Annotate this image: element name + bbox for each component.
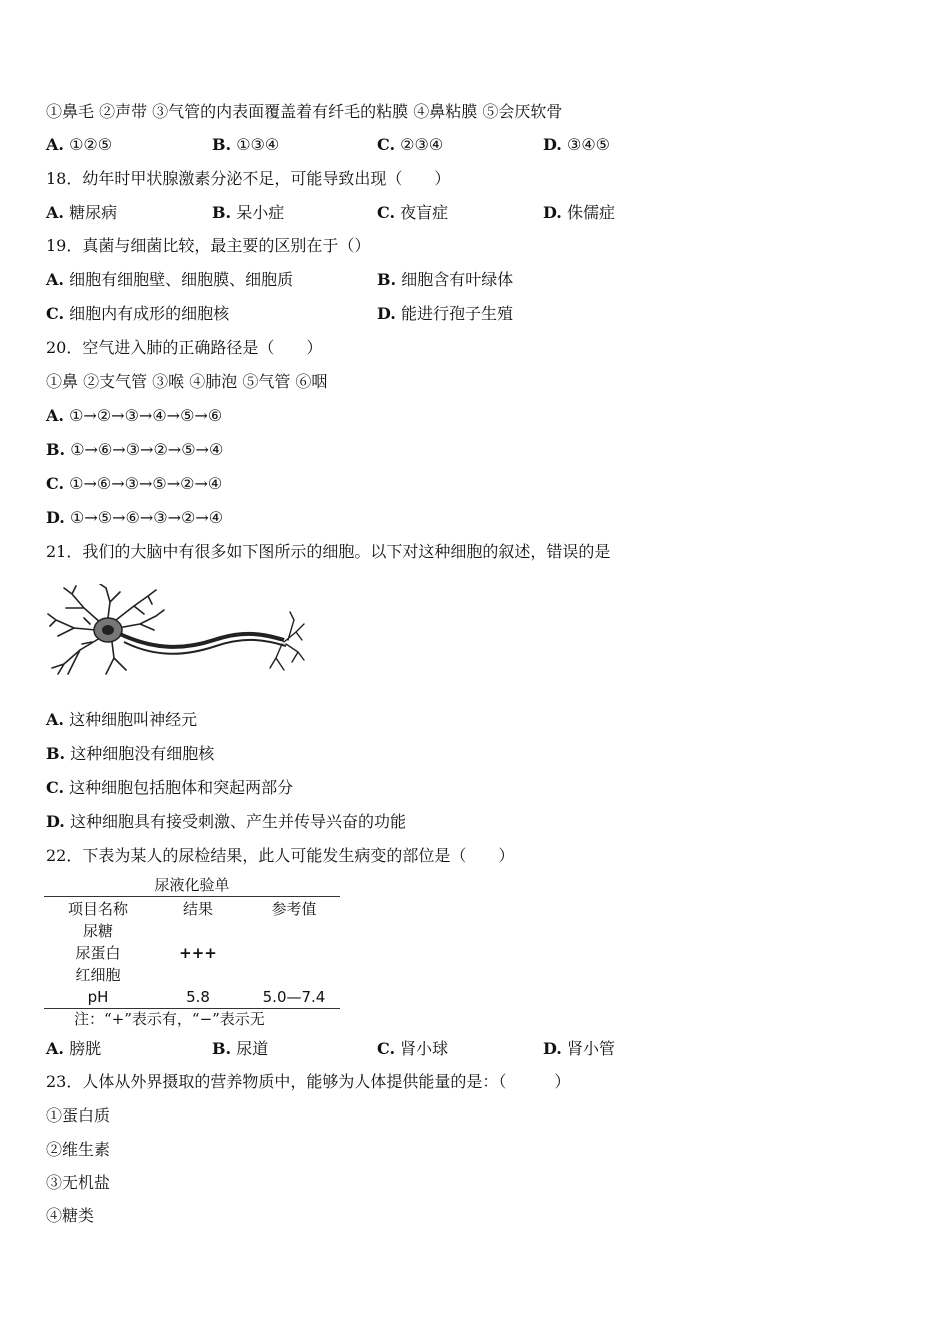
q20-items: ①鼻 ②支气管 ③喉 ④肺泡 ⑤气管 ⑥咽 (46, 372, 328, 391)
q23-item-2: ②维生素 (46, 1140, 111, 1159)
row-ph-reference: 5.0—7.4 (262, 988, 326, 1006)
q17-option-c: C. ②③④ (377, 135, 444, 154)
q23-item-1: ①蛋白质 (46, 1106, 111, 1125)
q19-option-d: D. 能进行孢子生殖 (377, 304, 513, 323)
q18-option-b: B. 呆小症 (212, 203, 285, 222)
row-ph-name: pH (87, 988, 109, 1006)
header-item-name: 项目名称 (67, 900, 128, 918)
q18-option-d: D. 侏儒症 (543, 203, 615, 222)
q21-option-d: D. 这种细胞具有接受刺激、产生并传导兴奋的功能 (46, 812, 406, 831)
table-top-rule (44, 896, 340, 897)
row-ph-result: 5.8 (186, 988, 210, 1006)
q17-option-d: D. ③④⑤ (543, 135, 610, 154)
neuron-diagram (44, 584, 306, 680)
q17-items: ①鼻毛 ②声带 ③气管的内表面覆盖着有纤毛的粘膜 ④鼻粘膜 ⑤会厌软骨 (46, 102, 563, 121)
q20-option-d: D. ①→⑤→⑥→③→②→④ (46, 508, 224, 527)
q17-option-b: B. ①③④ (212, 135, 280, 154)
q23-item-3: ③无机盐 (46, 1173, 111, 1192)
table-caption: 尿液化验单 (154, 876, 230, 894)
q23-item-4: ④糖类 (46, 1206, 95, 1225)
q23-stem: 23．人体从外界摄取的营养物质中，能够为人体提供能量的是：（ ） (46, 1072, 571, 1091)
table-note: 注：“+”表示有，“−”表示无 (74, 1010, 265, 1028)
q18-stem: 18．幼年时甲状腺激素分泌不足，可能导致出现（ ） (46, 169, 451, 188)
header-result: 结果 (182, 900, 213, 918)
q17-option-a: A. ①②⑤ (46, 135, 113, 154)
q19-stem: 19．真菌与细菌比较，最主要的区别在于（） (46, 236, 371, 255)
q19-option-c: C. 细胞内有成形的细胞核 (46, 304, 230, 323)
q20-stem: 20．空气进入肺的正确路径是（ ） (46, 338, 323, 357)
q22-option-d: D. 肾小管 (543, 1039, 615, 1058)
row-rbc-name: 红细胞 (75, 966, 121, 984)
q19-option-a: A. 细胞有细胞壁、细胞膜、细胞质 (46, 270, 294, 289)
q20-option-b: B. ①→⑥→③→②→⑤→④ (46, 440, 224, 459)
q20-option-c: C. ①→⑥→③→⑤→②→④ (46, 474, 223, 493)
row-protein-result: +++ (179, 944, 217, 962)
q21-option-a: A. 这种细胞叫神经元 (46, 710, 198, 729)
q18-option-c: C. 夜盲症 (377, 203, 449, 222)
q21-stem: 21．我们的大脑中有很多如下图所示的细胞。以下对这种细胞的叙述，错误的是 (46, 542, 611, 561)
q22-option-b: B. 尿道 (212, 1039, 269, 1058)
q22-option-a: A. 膀胱 (46, 1039, 102, 1058)
q22-option-c: C. 肾小球 (377, 1039, 449, 1058)
q21-option-b: B. 这种细胞没有细胞核 (46, 744, 215, 763)
q21-option-c: C. 这种细胞包括胞体和突起两部分 (46, 778, 294, 797)
q20-option-a: A. ①→②→③→④→⑤→⑥ (46, 406, 223, 425)
q19-option-b: B. 细胞含有叶绿体 (377, 270, 514, 289)
row-protein-name: 尿蛋白 (75, 944, 121, 962)
header-reference: 参考值 (271, 900, 317, 918)
row-glucose-name: 尿糖 (82, 922, 113, 940)
q22-stem: 22．下表为某人的尿检结果，此人可能发生病变的部位是（ ） (46, 846, 515, 865)
q18-option-a: A. 糖尿病 (46, 203, 118, 222)
